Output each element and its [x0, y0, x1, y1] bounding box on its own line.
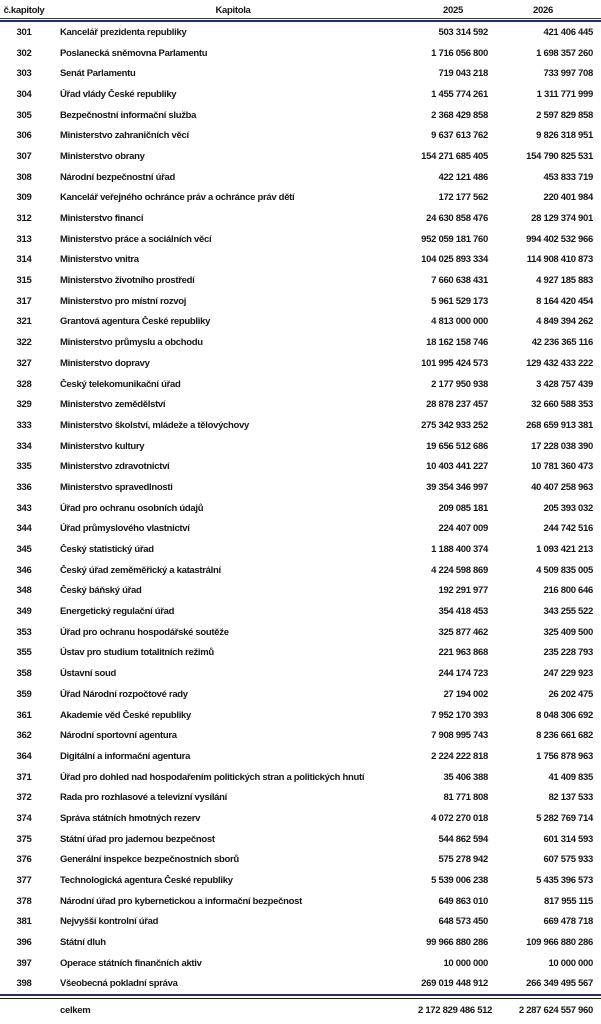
- chapter-name-cell: Ministerstvo pro místní rozvoj: [60, 295, 187, 307]
- amount-2026-cell: 10 000 000: [548, 957, 593, 969]
- amount-2026-cell: 607 575 933: [543, 854, 593, 866]
- chapter-number-cell: 309: [16, 192, 32, 204]
- chapter-name-cell: Úřad průmyslového vlastnictví: [60, 523, 190, 535]
- table-body: [0, 22, 601, 994]
- table-row: [0, 705, 601, 726]
- amount-2026-cell: 235 228 793: [543, 647, 593, 659]
- chapter-name-cell: Kancelář veřejného ochránce práv a ochránce práv dětí: [60, 192, 295, 204]
- chapter-name-cell: Senát Parlamentu: [60, 68, 136, 80]
- table-row: [0, 808, 601, 829]
- amount-2026-cell: 82 137 533: [548, 792, 593, 804]
- table-row: [0, 746, 601, 767]
- amount-2025-cell: 544 862 594: [438, 833, 488, 845]
- chapter-name-cell: Ministerstvo průmyslu a obchodu: [60, 337, 203, 349]
- chapter-name-cell: Ministerstvo vnitra: [60, 254, 139, 266]
- amount-2026-cell: 5 282 769 714: [536, 812, 593, 824]
- chapter-number-cell: 307: [16, 150, 32, 162]
- amount-2026-cell: 669 478 718: [543, 916, 593, 928]
- table-row: [0, 167, 601, 188]
- chapter-name-cell: Ministerstvo životního prostředí: [60, 275, 195, 287]
- amount-2025-cell: 269 019 448 912: [421, 978, 488, 990]
- table-header-row: [0, 2, 601, 18]
- amount-2026-cell: 4 927 185 883: [536, 275, 593, 287]
- amount-2026-cell: 42 236 365 116: [531, 337, 593, 349]
- table-row: [0, 146, 601, 167]
- amount-2026-cell: 220 401 984: [543, 192, 593, 204]
- chapter-name-cell: Technologická agentura České republiky: [60, 875, 233, 887]
- amount-2025-cell: 221 963 868: [438, 647, 488, 659]
- amount-2025-cell: 4 072 270 018: [431, 812, 488, 824]
- table-row: [0, 953, 601, 974]
- chapter-name-cell: Úřad Národní rozpočtové rady: [60, 688, 188, 700]
- chapter-number-cell: 377: [16, 875, 32, 887]
- chapter-number-cell: 376: [16, 854, 32, 866]
- table-row: [0, 188, 601, 209]
- chapter-name-cell: Ministerstvo kultury: [60, 440, 145, 452]
- amount-2026-cell: 733 997 708: [543, 68, 593, 80]
- chapter-number-cell: 329: [16, 399, 32, 411]
- chapter-number-cell: 372: [16, 792, 32, 804]
- chapter-number-cell: 312: [16, 213, 32, 225]
- chapter-number-cell: 361: [16, 709, 32, 721]
- amount-2026-cell: 17 228 038 390: [531, 440, 593, 452]
- table-row: [0, 63, 601, 84]
- table-row: [0, 891, 601, 912]
- amount-2025-cell: 275 342 933 252: [421, 419, 488, 431]
- amount-2026-cell: 1 093 421 213: [536, 544, 593, 556]
- chapter-number-cell: 346: [16, 564, 32, 576]
- table-row: [0, 125, 601, 146]
- amount-2026-cell: 28 129 374 901: [531, 213, 593, 225]
- chapter-name-cell: Český statistický úřad: [60, 544, 154, 556]
- chapter-name-cell: Český báňský úřad: [60, 585, 142, 597]
- amount-2025-cell: 1 188 400 374: [431, 544, 488, 556]
- table-row: [0, 663, 601, 684]
- chapter-number-cell: 314: [16, 254, 32, 266]
- table-row: [0, 84, 601, 105]
- chapter-number-cell: 304: [16, 88, 32, 100]
- amount-2026-cell: 26 202 475: [548, 688, 593, 700]
- table-row: [0, 767, 601, 788]
- amount-2025-cell: 2 224 222 818: [431, 750, 488, 762]
- chapter-name-cell: Úřad pro ochranu hospodářské soutěže: [60, 626, 229, 638]
- table-row: [0, 270, 601, 291]
- table-row: [0, 291, 601, 312]
- amount-2025-cell: 104 025 893 334: [421, 254, 488, 266]
- amount-2026-cell: 5 435 396 573: [536, 875, 593, 887]
- chapter-number-cell: 381: [16, 916, 32, 928]
- chapter-number-cell: 306: [16, 130, 32, 142]
- amount-2025-cell: 27 194 002: [443, 688, 488, 700]
- chapter-name-cell: Úřad pro dohled nad hospodařením politických stran a politických hnutí: [60, 771, 365, 783]
- chapter-number-cell: 378: [16, 895, 32, 907]
- chapter-name-cell: Ministerstvo obrany: [60, 150, 145, 162]
- amount-2026-cell: 1 698 357 260: [536, 47, 593, 59]
- amount-2025-cell: 2 177 950 938: [431, 378, 488, 390]
- chapter-number-cell: 355: [16, 647, 32, 659]
- amount-2026-cell: 9 826 318 951: [536, 130, 593, 142]
- amount-2026-cell: 3 428 757 439: [536, 378, 593, 390]
- chapter-name-cell: Rada pro rozhlasové a televizní vysílání: [60, 792, 227, 804]
- amount-2026-cell: 268 659 913 381: [526, 419, 593, 431]
- chapter-number-cell: 362: [16, 730, 32, 742]
- chapter-name-cell: Kancelář prezidenta republiky: [60, 26, 187, 38]
- amount-2025-cell: 7 660 638 431: [431, 275, 488, 287]
- chapter-number-cell: 343: [16, 502, 32, 514]
- chapter-name-cell: Digitální a informační agentura: [60, 750, 191, 762]
- chapter-number-cell: 336: [16, 481, 32, 493]
- table-row: [0, 436, 601, 457]
- chapter-name-cell: Operace státních finančních aktiv: [60, 957, 202, 969]
- amount-2025-cell: 4 224 598 869: [431, 564, 488, 576]
- table-row: [0, 477, 601, 498]
- amount-2026-cell: 4 509 835 005: [536, 564, 593, 576]
- amount-2026-cell: 601 314 593: [543, 833, 593, 845]
- chapter-number-cell: 398: [16, 978, 32, 990]
- amount-2025-cell: 354 418 453: [438, 606, 488, 618]
- amount-2025-cell: 325 877 462: [438, 626, 488, 638]
- table-row: [0, 312, 601, 333]
- chapter-number-cell: 322: [16, 337, 32, 349]
- table-row: [0, 498, 601, 519]
- total-amount-2025: 2 172 829 486 512: [418, 1005, 493, 1017]
- amount-2025-cell: 28 878 237 457: [426, 399, 488, 411]
- amount-2026-cell: 10 781 360 473: [531, 461, 593, 473]
- amount-2025-cell: 503 314 592: [438, 26, 488, 38]
- table-row: [0, 581, 601, 602]
- table-row: [0, 105, 601, 126]
- table-row: [0, 850, 601, 871]
- table-row: [0, 208, 601, 229]
- chapter-number-cell: 315: [16, 275, 32, 287]
- chapter-name-cell: Akademie věd České republiky: [60, 709, 192, 721]
- chapter-number-cell: 317: [16, 295, 32, 307]
- chapter-name-cell: Národní bezpečnostní úřad: [60, 171, 175, 183]
- chapter-name-cell: Ministerstvo školství, mládeže a tělovýchovy: [60, 419, 250, 431]
- table-row: [0, 725, 601, 746]
- amount-2025-cell: 81 771 808: [443, 792, 488, 804]
- amount-2026-cell: 421 406 445: [543, 26, 593, 38]
- table-row: [0, 622, 601, 643]
- chapter-name-cell: Národní úřad pro kybernetickou a informační bezpečnost: [60, 895, 302, 907]
- table-row: [0, 250, 601, 271]
- chapter-number-cell: 364: [16, 750, 32, 762]
- amount-2026-cell: 1 756 878 963: [536, 750, 593, 762]
- chapter-number-cell: 358: [16, 668, 32, 680]
- amount-2026-cell: 8 236 661 682: [536, 730, 593, 742]
- chapter-number-cell: 397: [16, 957, 32, 969]
- amount-2026-cell: 154 790 825 531: [526, 150, 593, 162]
- amount-2026-cell: 41 409 835: [548, 771, 593, 783]
- amount-2025-cell: 192 291 977: [438, 585, 488, 597]
- amount-2025-cell: 422 121 486: [438, 171, 488, 183]
- amount-2025-cell: 4 813 000 000: [431, 316, 488, 328]
- amount-2025-cell: 9 637 613 762: [431, 130, 488, 142]
- chapter-name-cell: Ústavní soud: [60, 668, 117, 680]
- amount-2026-cell: 244 742 516: [543, 523, 593, 535]
- chapter-number-cell: 333: [16, 419, 32, 431]
- amount-2025-cell: 18 162 158 746: [426, 337, 488, 349]
- table-row: [0, 332, 601, 353]
- chapter-name-cell: Ministerstvo spravedlnosti: [60, 481, 173, 493]
- chapter-number-cell: 348: [16, 585, 32, 597]
- table-row: [0, 601, 601, 622]
- amount-2026-cell: 994 402 532 966: [526, 233, 593, 245]
- amount-2026-cell: 1 311 771 999: [536, 88, 593, 100]
- table-row: [0, 374, 601, 395]
- table-row: [0, 394, 601, 415]
- chapter-name-cell: Nejvyšší kontrolní úřad: [60, 916, 159, 928]
- table-row: [0, 353, 601, 374]
- amount-2026-cell: 247 229 923: [543, 668, 593, 680]
- table-row: [0, 43, 601, 64]
- chapter-number-cell: 334: [16, 440, 32, 452]
- table-row: [0, 974, 601, 995]
- chapter-name-cell: Ministerstvo zahraničních věcí: [60, 130, 189, 142]
- amount-2025-cell: 1 716 056 800: [431, 47, 488, 59]
- chapter-name-cell: Všeobecná pokladní správa: [60, 978, 178, 990]
- total-label: celkem: [60, 1005, 91, 1017]
- chapter-name-cell: Energetický regulační úřad: [60, 606, 175, 618]
- amount-2025-cell: 7 952 170 393: [431, 709, 488, 721]
- table-row: [0, 560, 601, 581]
- table-row: [0, 787, 601, 808]
- chapter-name-cell: Poslanecká sněmovna Parlamentu: [60, 47, 208, 59]
- chapter-name-cell: Český úřad zeměměřický a katastrální: [60, 564, 221, 576]
- chapter-name-cell: Generální inspekce bezpečnostních sborů: [60, 854, 239, 866]
- chapter-name-cell: Ministerstvo zdravotnictví: [60, 461, 170, 473]
- column-header-2025: 2025: [443, 4, 463, 16]
- column-header-chapter-name: Kapitola: [215, 4, 251, 16]
- table-row: [0, 229, 601, 250]
- chapter-name-cell: Národní sportovní agentura: [60, 730, 177, 742]
- amount-2026-cell: 2 597 829 858: [536, 109, 593, 121]
- column-header-chapter-number: č.kapitoly: [3, 4, 45, 16]
- table-row: [0, 912, 601, 933]
- chapter-number-cell: 371: [16, 771, 32, 783]
- amount-2026-cell: 8 164 420 454: [536, 295, 593, 307]
- amount-2025-cell: 649 863 010: [438, 895, 488, 907]
- chapter-name-cell: Grantová agentura České republiky: [60, 316, 211, 328]
- amount-2026-cell: 4 849 394 262: [536, 316, 593, 328]
- amount-2025-cell: 7 908 995 743: [431, 730, 488, 742]
- table-row: [0, 415, 601, 436]
- chapter-number-cell: 344: [16, 523, 32, 535]
- amount-2026-cell: 453 833 719: [543, 171, 593, 183]
- chapter-name-cell: Ministerstvo financí: [60, 213, 144, 225]
- amount-2026-cell: 205 393 032: [543, 502, 593, 514]
- chapter-name-cell: Ministerstvo zemědělství: [60, 399, 166, 411]
- amount-2025-cell: 952 059 181 760: [421, 233, 488, 245]
- amount-2026-cell: 40 407 258 963: [531, 481, 593, 493]
- table-row: [0, 456, 601, 477]
- amount-2026-cell: 129 432 433 222: [526, 357, 593, 369]
- chapter-number-cell: 301: [16, 26, 32, 38]
- amount-2025-cell: 10 000 000: [443, 957, 488, 969]
- chapter-number-cell: 396: [16, 937, 32, 949]
- amount-2025-cell: 5 961 529 173: [431, 295, 488, 307]
- amount-2025-cell: 224 407 009: [438, 523, 488, 535]
- amount-2025-cell: 2 368 429 858: [431, 109, 488, 121]
- amount-2025-cell: 19 656 512 686: [426, 440, 488, 452]
- table-row: [0, 684, 601, 705]
- chapter-number-cell: 345: [16, 544, 32, 556]
- chapter-name-cell: Ministerstvo dopravy: [60, 357, 150, 369]
- chapter-number-cell: 335: [16, 461, 32, 473]
- amount-2025-cell: 101 995 424 573: [421, 357, 488, 369]
- amount-2026-cell: 343 255 522: [543, 606, 593, 618]
- column-header-2026: 2026: [533, 4, 553, 16]
- table-row: [0, 932, 601, 953]
- chapter-name-cell: Ústav pro studium totalitních režimů: [60, 647, 214, 659]
- chapter-number-cell: 302: [16, 47, 32, 59]
- amount-2025-cell: 719 043 218: [438, 68, 488, 80]
- amount-2025-cell: 35 406 388: [443, 771, 488, 783]
- amount-2025-cell: 39 354 346 997: [426, 481, 488, 493]
- amount-2025-cell: 172 177 562: [438, 192, 488, 204]
- chapter-number-cell: 305: [16, 109, 32, 121]
- amount-2025-cell: 575 278 942: [438, 854, 488, 866]
- amount-2025-cell: 244 174 723: [438, 668, 488, 680]
- chapter-number-cell: 374: [16, 812, 32, 824]
- amount-2025-cell: 154 271 685 405: [421, 150, 488, 162]
- amount-2026-cell: 109 966 880 286: [526, 937, 593, 949]
- chapter-name-cell: Státní úřad pro jadernou bezpečnost: [60, 833, 215, 845]
- table-row: [0, 519, 601, 540]
- amount-2025-cell: 648 573 450: [438, 916, 488, 928]
- chapter-name-cell: Český telekomunikační úřad: [60, 378, 181, 390]
- amount-2026-cell: 325 409 500: [543, 626, 593, 638]
- chapter-number-cell: 313: [16, 233, 32, 245]
- chapter-name-cell: Úřad vlády České republiky: [60, 88, 177, 100]
- chapter-name-cell: Správa státních hmotných rezerv: [60, 812, 201, 824]
- table-row: [0, 643, 601, 664]
- amount-2026-cell: 817 955 115: [543, 895, 593, 907]
- chapter-number-cell: 303: [16, 68, 32, 80]
- amount-2025-cell: 10 403 441 227: [426, 461, 488, 473]
- amount-2026-cell: 216 800 646: [543, 585, 593, 597]
- amount-2026-cell: 8 048 306 692: [536, 709, 593, 721]
- chapter-name-cell: Bezpečnostní informační služba: [60, 109, 197, 121]
- table-row: [0, 870, 601, 891]
- chapter-number-cell: 321: [16, 316, 32, 328]
- total-amount-2026: 2 287 624 557 960: [518, 1005, 593, 1017]
- amount-2025-cell: 209 085 181: [438, 502, 488, 514]
- amount-2025-cell: 24 630 858 476: [426, 213, 488, 225]
- chapter-name-cell: Ministerstvo práce a sociálních věcí: [60, 233, 212, 245]
- chapter-number-cell: 353: [16, 626, 32, 638]
- total-row: [0, 999, 601, 1022]
- chapter-name-cell: Státní dluh: [60, 937, 106, 949]
- amount-2025-cell: 5 539 006 238: [431, 875, 488, 887]
- chapter-number-cell: 349: [16, 606, 32, 618]
- amount-2025-cell: 1 455 774 261: [431, 88, 488, 100]
- amount-2026-cell: 114 908 410 873: [526, 254, 593, 266]
- table-row: [0, 829, 601, 850]
- chapter-number-cell: 328: [16, 378, 32, 390]
- chapter-number-cell: 327: [16, 357, 32, 369]
- table-row: [0, 22, 601, 43]
- amount-2026-cell: 32 660 588 353: [531, 399, 593, 411]
- amount-2025-cell: 99 966 880 286: [426, 937, 488, 949]
- chapter-number-cell: 375: [16, 833, 32, 845]
- chapter-number-cell: 359: [16, 688, 32, 700]
- chapter-number-cell: 308: [16, 171, 32, 183]
- chapter-name-cell: Úřad pro ochranu osobních údajů: [60, 502, 204, 514]
- table-row: [0, 539, 601, 560]
- amount-2026-cell: 266 349 495 567: [526, 978, 593, 990]
